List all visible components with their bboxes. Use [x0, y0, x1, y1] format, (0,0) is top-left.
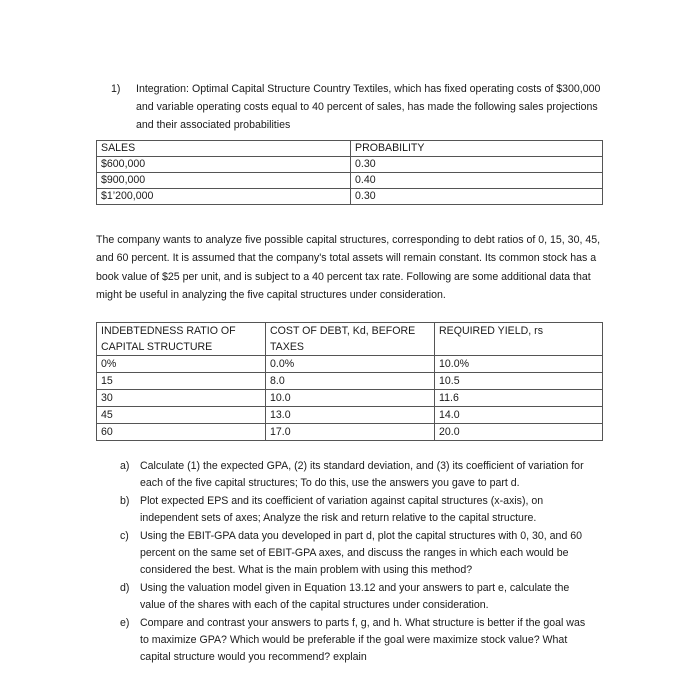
capital-structure-table [96, 322, 603, 441]
part-text: Using the EBIT-GPA data you developed in part d, plot the capital structures with 0, 30, and 60 percent on the same set of EBIT-GPA axes, and discuss the ranges in which each would be considered the best. What is the main problem with using this method? [140, 529, 583, 577]
list-item [120, 615, 610, 667]
table-cell: 0.30 [351, 157, 603, 173]
table-cell: 17.0 [266, 424, 435, 441]
table-row [97, 356, 603, 373]
table-row [97, 390, 603, 407]
question-number: 1) [111, 83, 121, 95]
table-cell: 0.40 [351, 173, 603, 189]
table-header-row [97, 323, 603, 356]
table-cell: $1’200,000 [97, 189, 351, 205]
sales-probability-table [96, 140, 603, 205]
header-cell: INDEBTEDNESS RATIO OF CAPITAL STRUCTURE [97, 323, 266, 356]
part-label: a) [120, 460, 130, 472]
table-header-row [97, 141, 603, 157]
table-cell: 20.0 [435, 424, 603, 441]
question-heading [111, 80, 606, 134]
table-row [97, 407, 603, 424]
table-row [97, 157, 603, 173]
header-cell: SALES [97, 141, 351, 157]
question-parts-list [120, 458, 610, 667]
table-cell: 10.0 [266, 390, 435, 407]
question-text: Integration: Optimal Capital Structure Country Textiles, which has fixed operating costs of $300,000 and variable operating costs equal to 40 percent of sales, has made the following sales projections and their associated probabilities [136, 83, 601, 131]
part-label: b) [120, 494, 130, 507]
table-cell: 30 [97, 390, 266, 407]
part-label: e) [120, 616, 130, 629]
part-label: c) [120, 529, 129, 542]
table-row [97, 373, 603, 390]
table-cell: 14.0 [435, 407, 603, 424]
list-item [120, 493, 610, 527]
table-cell: $600,000 [97, 157, 351, 173]
table-cell: 45 [97, 407, 266, 424]
header-cell: PROBABILITY [351, 141, 603, 157]
part-text: Calculate (1) the expected GPA, (2) its standard deviation, and (3) its coefficient of variation for each of the five capital structures; To do this, use the answers you gave to part d. [140, 460, 584, 490]
header-cell: COST OF DEBT, Kd, BEFORE TAXES [266, 323, 435, 356]
table-cell: 15 [97, 373, 266, 390]
table-cell: 60 [97, 424, 266, 441]
part-text: Using the valuation model given in Equation 13.12 and your answers to part e, calculate the value of the shares with each of the capital structures under consideration. [140, 581, 570, 612]
table-row [97, 173, 603, 189]
list-item [120, 458, 610, 492]
table-cell: 13.0 [266, 407, 435, 424]
table-cell: 0.0% [266, 356, 435, 373]
table-cell: 10.0% [435, 356, 603, 373]
header-cell: REQUIRED YIELD, rs [435, 323, 603, 356]
table-cell: 10.5 [435, 373, 603, 390]
part-text: Compare and contrast your answers to parts f, g, and h. What structure is better if the goal was to maximize GPA? Which would be preferable if the goal were maximize stock value? What capital structure would you recommend? explain [140, 616, 586, 664]
table-cell: 0% [97, 356, 266, 373]
list-item [120, 528, 610, 580]
table-cell: 8.0 [266, 373, 435, 390]
table-cell: 0.30 [351, 189, 603, 205]
table-row [97, 189, 603, 205]
table-row [97, 424, 603, 441]
description-paragraph: The company wants to analyze five possible capital structures, corresponding to debt ratios of 0, 15, 30, 45, and 60 percent. It is assumed that the company's total assets will remain constant. Its common stock has a book value of $25 per unit, and is subject to a 40 percent tax rate. Following are some additional data that might be useful in analyzing the five capital structures under consideration. [96, 234, 601, 301]
part-text: Plot expected EPS and its coefficient of variation against capital structures (x-axis), on independent sets of axes; Analyze the risk and return relative to the capital structure. [140, 494, 544, 525]
part-label: d) [120, 581, 130, 594]
table-cell: $900,000 [97, 173, 351, 189]
table-cell: 11.6 [435, 390, 603, 407]
list-item [120, 580, 610, 614]
